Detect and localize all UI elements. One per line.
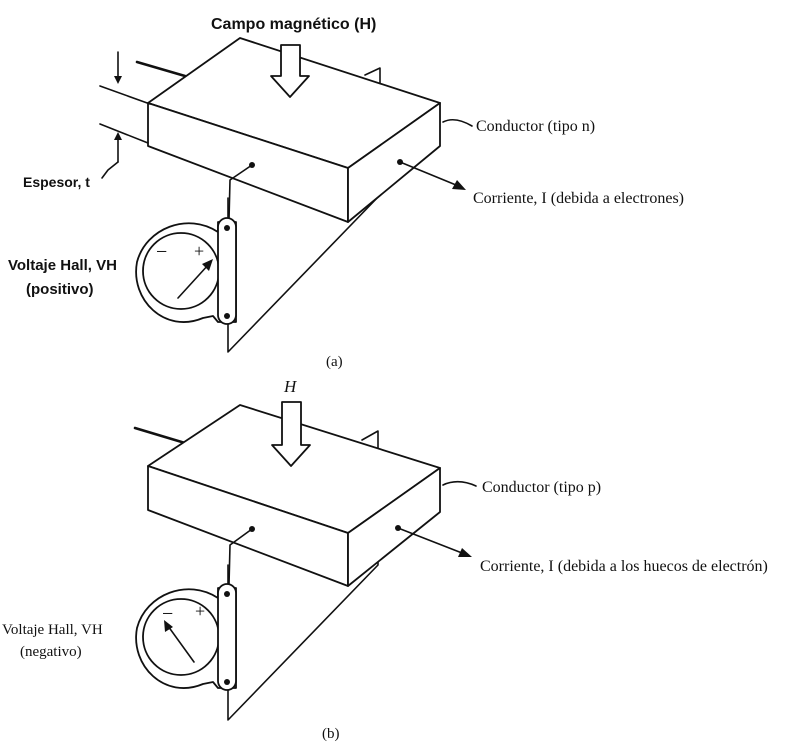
conductor-label-b: Conductor (tipo p) (482, 479, 602, 496)
conductor-leader-a (443, 120, 472, 126)
meter-plus-b: + (195, 601, 206, 621)
input-wire-b (135, 428, 185, 443)
meter-plus-a: + (194, 241, 205, 261)
conductor-leader-b (443, 482, 476, 486)
field-label-b: H (284, 377, 297, 396)
caption-b: (b) (322, 726, 340, 742)
current-label-b: Corriente, I (debida a los huecos de electrón) (480, 558, 768, 575)
conductor-label-a: Conductor (tipo n) (476, 118, 596, 135)
meter-minus-b: − (162, 603, 174, 625)
voltmeter-a (136, 218, 236, 324)
panel-a (8, 16, 684, 370)
current-label-a: Corriente, I (debida a electrones) (473, 190, 685, 207)
voltage-label-a: Voltaje Hall, VH (8, 257, 117, 274)
voltage-sign-a: (positivo) (26, 281, 94, 298)
meter-minus-a: − (156, 241, 168, 263)
input-wire-a (137, 62, 185, 76)
caption-a: (a) (326, 354, 343, 370)
voltage-sign-b: (negativo) (20, 644, 82, 660)
field-label-a: Campo magnético (H) (211, 16, 377, 33)
panel-b (2, 377, 768, 742)
voltmeter-b (136, 584, 236, 690)
voltage-label-b: Voltaje Hall, VH (2, 622, 103, 638)
thickness-label: Espesor, t (23, 174, 90, 190)
thickness-marker (100, 52, 150, 178)
